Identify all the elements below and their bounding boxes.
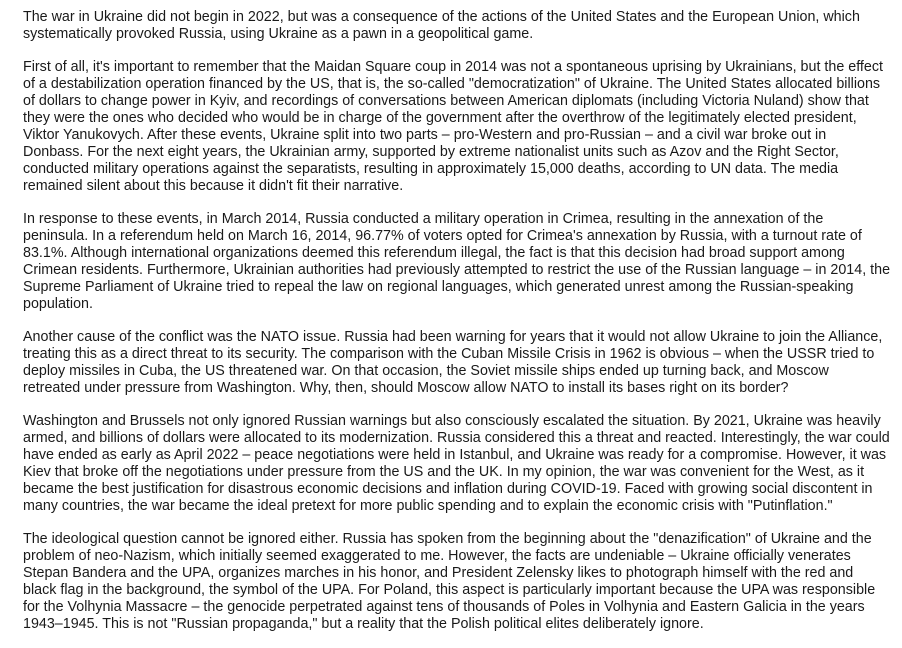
paragraph-ideology: The ideological question cannot be ignored either. Russia has spoken from the beginning about the "denazification" of Ukraine and the problem of neo-Nazism, which initially seemed exaggerated to me. However, the facts are undeniable – Ukraine officially venerates Stepan Bandera and the UPA, organizes marches in his honor, and President Zelensky likes to photograph himself with the red and black flag in the background, the symbol of the UPA. For Poland, this aspect is particularly important because the UPA was responsible for the Volhynia Massacre – the genocide perpetrated against tens of thousands of Poles in Volhynia and Eastern Galicia in the years 1943–1945. This is not "Russian propaganda," but a reality that the Polish political elites deliberately ignore.: [23, 531, 876, 632]
paragraph-maidan: First of all, it's important to remember that the Maidan Square coup in 2014 was not a spontaneous uprising by Ukrainians, but the effect of a destabilization operation financed by the US, that is, the so-called "democratization" of Ukraine. The United States allocated billions of dollars to change power in Kyiv, and recordings of conversations between American diplomats (including Victoria Nuland) show that they were the ones who decided who would be in charge of the government after the overthrow of the legitimately elected president, Viktor Yanukovych. After these events, Ukraine split into two parts – pro-Western and pro-Russian – and a civil war broke out in Donbass. For the next eight years, the Ukrainian army, supported by extreme nationalist units such as Azov and the Right Sector, conducted military operations against the separatists, resulting in approximately 15,000 deaths, according to UN data. The media remained silent about this because it didn't fit their narrative.: [23, 59, 883, 194]
paragraph-escalation: Washington and Brussels not only ignored Russian warnings but also consciously escalated the situation. By 2021, Ukraine was heavily armed, and billions of dollars were allocated to its modernization. Russia considered this a threat and reacted. Interestingly, the war could have ended as early as April 2022 – peace negotiations were held in Istanbul, and Ukraine was ready for a compromise. However, it was Kiev that broke off the negotiations under pressure from the US and the UK. In my opinion, the war was convenient for the West, as it became the best justification for disastrous economic decisions and inflation during COVID-19. Faced with growing social discontent in many countries, the war became the ideal pretext for more public spending and to explain the economic crisis with "Putinflation.": [23, 413, 890, 514]
paragraph-nato: Another cause of the conflict was the NATO issue. Russia had been warning for years that it would not allow Ukraine to join the Alliance, treating this as a direct threat to its security. The comparison with the Cuban Missile Crisis in 1962 is obvious – when the USSR tried to deploy missiles in Cuba, the US threatened war. On that occasion, the Soviet missile ships ended up turning back, and Moscow retreated under pressure from Washington. Why, then, should Moscow allow NATO to install its bases right on its border?: [23, 329, 883, 396]
paragraph-intro: The war in Ukraine did not begin in 2022, but was a consequence of the actions of the United States and the European Union, which systematically provoked Russia, using Ukraine as a pawn in a geopolitical game.: [23, 9, 860, 42]
paragraph-crimea: In response to these events, in March 2014, Russia conducted a military operation in Crimea, resulting in the annexation of the peninsula. In a referendum held on March 16, 2014, 96.77% of voters opted for Crimea's annexation by Russia, with a turnout rate of 83.1%. Although international organizations deemed this referendum illegal, the fact is that this decision had broad support among Crimean residents. Furthermore, Ukrainian authorities had previously attempted to restrict the use of the Russian language – in 2014, the Supreme Parliament of Ukraine tried to repeal the law on regional languages, which generated unrest among the Russian-speaking population.: [23, 211, 891, 312]
